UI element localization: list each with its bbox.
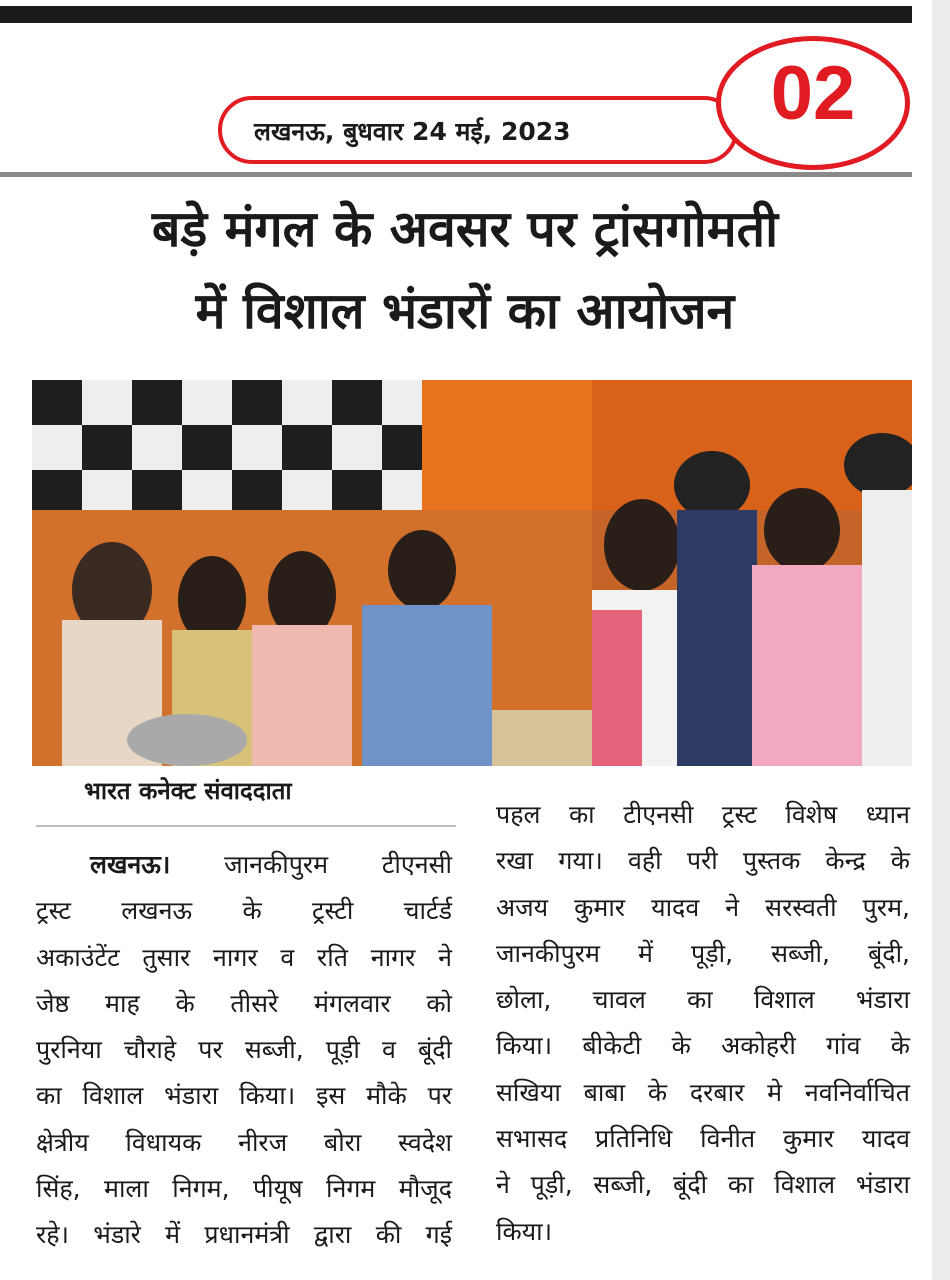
article-line: पहल का टीएनसी ट्रस्ट विशेष ध्यान — [496, 800, 910, 829]
article-line: सखिया बाबा के दरबार मे नवनिर्वाचित — [496, 1077, 910, 1107]
article-line: का विशाल भंडारा किया। इस मौके पर — [36, 1081, 452, 1111]
masthead-divider — [0, 172, 912, 177]
article-line: जेष्ठ माह के तीसरे मंगलवार को — [36, 988, 452, 1018]
article-line: ट्रस्ट लखनऊ के ट्रस्टी चार्टर्ड — [36, 896, 452, 926]
article-line: अकाउंटेंट तुसार नागर व रति नागर ने — [36, 942, 452, 972]
article-line: रखा गया। वही परी पुस्तक केन्द्र के — [496, 846, 910, 876]
article-line: सिंह, माला निगम, पीयूष निगम मौजूद — [36, 1174, 452, 1204]
page-edge-shade — [932, 0, 950, 1280]
dateline: लखनऊ। — [90, 850, 171, 879]
article-line: किया। — [496, 1216, 553, 1246]
banner-logo-text: TNC — [190, 445, 220, 460]
article-line-text: जानकीपुरम टीएनसी — [224, 850, 452, 879]
article-line: अजय कुमार यादव ने सरस्वती पुरम, — [496, 892, 910, 922]
byline: भारत कनेक्ट संवाददाता — [84, 777, 292, 805]
byline-rule — [36, 825, 456, 827]
article-line: छोला, चावल का विशाल भंडारा — [496, 985, 910, 1015]
event-photo — [32, 380, 912, 766]
article-line: रहे। भंडारे में प्रधानमंत्री द्वारा की गई — [36, 1220, 452, 1250]
article-line: सभासद प्रतिनिधि विनीत कुमार यादव — [496, 1124, 910, 1154]
page-number: 02 — [770, 51, 856, 136]
article-column-right — [496, 792, 910, 1255]
article-line: क्षेत्रीय विधायक नीरज बोरा स्वदेश — [36, 1127, 452, 1157]
issue-date: लखनऊ, बुधवार 24 मई, 2023 — [254, 117, 571, 146]
headline-line-2: में विशाल भंडारों का आयोजन — [195, 282, 735, 340]
article-line: जानकीपुरम में पूड़ी, सब्जी, बूंदी, — [496, 938, 910, 968]
article-line: पुरनिया चौराहे पर सब्जी, पूड़ी व बूंदी — [36, 1035, 452, 1065]
article-line: ने पूड़ी, सब्जी, बूंदी का विशाल भंडारा — [496, 1170, 910, 1200]
article-line: किया। बीकेटी के अकोहरी गांव के — [496, 1031, 910, 1061]
article-line — [36, 842, 452, 888]
headline — [20, 188, 910, 352]
masthead-top-bar — [0, 6, 912, 23]
article-column-left — [36, 842, 452, 1259]
headline-line-1: बड़े मंगल के अवसर पर ट्रांसगोमती — [151, 200, 779, 258]
